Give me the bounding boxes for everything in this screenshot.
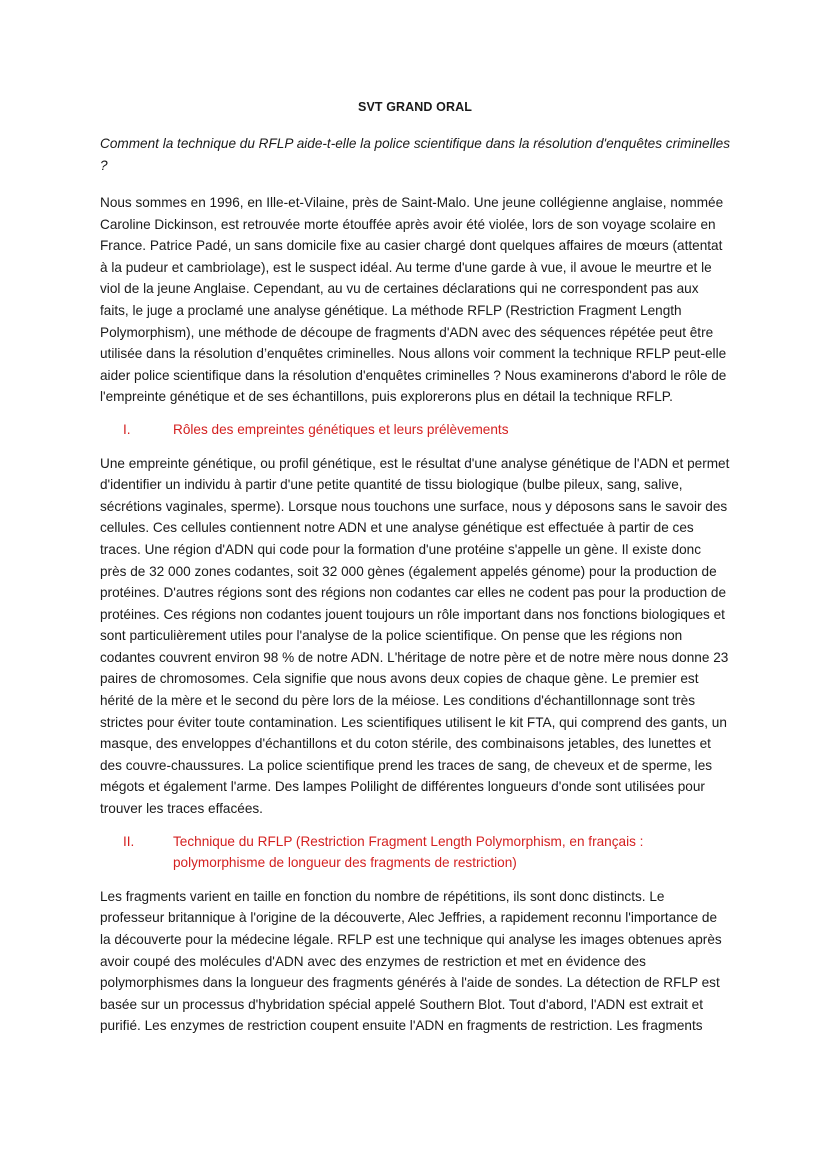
section-2-paragraph: Les fragments varient en taille en fonction du nombre de répétitions, ils sont donc distincts. Le professeur britannique à l'origine de la découverte, Alec Jeffries, a rapidement reconnu l'importance de la découverte pour la médecine légale. RFLP est une technique qui analyse les images obtenues après avoir coupé des molécules d'ADN avec des enzymes de restriction et met en évidence des polymorphismes dans la longueur des fragments générés à l'aide de sondes. La détection de RFLP est basée sur un processus d'hybridation spécial appelé Southern Blot. Tout d'abord, l'ADN est extrait et purifié. Les enzymes de restriction coupent ensuite l'ADN en fragments de restriction. Les fragments (100, 888, 722, 1034)
research-question: Comment la technique du RFLP aide-t-elle la police scientifique dans la résolution d'enquêtes criminelles ? (100, 136, 731, 173)
section-1-paragraph: Une empreinte génétique, ou profil génétique, est le résultat d'une analyse génétique de l'ADN et permet d'identifier un individu à partir d'une petite quantité de tissu biologique (bulbe pileux, sang, salive, sécrétions vaginales, sperme). Lorsque nous touchons une surface, nous y déposons sans le savoir des cellules. Ces cellules contiennent notre ADN et une analyse génétique est effectuée à partir de ces traces. Une région d'ADN qui code pour la formation d'une protéine s'appelle un gène. Il existe donc près de 32 000 zones codantes, soit 32 000 gènes (également appelés génome) pour la production de protéines. D'autres régions sont des régions non codantes car elles ne codent pas pour la production de protéines. Ces régions non codantes jouent toujours un rôle important dans nos fonctions biologiques et sont particulièrement utiles pour l'analyse de la police scientifique. On pense que les régions non codantes couvrent environ 98 % de notre ADN. L'héritage de notre père et de notre mère nous donne 23 paires de chromosomes. Cela signifie que nous avons deux copies de chaque gène. Le premier est hérité de la mère et le second du père lors de la méiose. Les conditions d'échantillonnage sont très strictes pour éviter toute contamination. Les scientifiques utilisent le kit FTA, qui comprend des gants, un masque, des enveloppes d'échantillons et du coton stérile, des combinaisons jetables, des lunettes et des couvre-chaussures. La police scientifique prend les traces de sang, de cheveux et de sperme, les mégots et également l'arme. Des lampes Polilight de différentes longueurs d'onde sont utilisées pour trouver les traces effacées. (100, 455, 730, 817)
section-2-heading (100, 831, 730, 874)
section-2-number: II. (123, 833, 135, 849)
section-1-number: I. (123, 421, 131, 437)
document-title: SVT GRAND ORAL (358, 100, 472, 114)
introduction-paragraph: Nous sommes en 1996, en Ille-et-Vilaine, près de Saint-Malo. Une jeune collégienne anglaise, nommée Caroline Dickinson, est retrouvée morte étouffée après avoir été violée, lors de son voyage scolaire en France. Patrice Padé, un sans domicile fixe au casier chargé dont quelques affaires de mœurs (attentat à la pudeur et cambriolage), est le suspect idéal. Au terme d'une garde à vue, il avoue le meurtre et le viol de la jeune Anglaise. Cependant, au vu de certaines déclarations qui ne correspondent pas aux faits, le juge a proclamé une analyse génétique. La méthode RFLP (Restriction Fragment Length Polymorphism), une méthode de découpe de fragments d'ADN avec des séquences répétée peut être utilisée dans la résolution d’enquêtes criminelles. Nous allons voir comment la technique RFLP peut-elle aider police scientifique dans la résolution d'enquêtes criminelles ? Nous examinerons d'abord le rôle de l'empreinte génétique et de ses échantillons, puis explorerons plus en détail la technique RFLP. (100, 195, 727, 405)
document-content (100, 98, 730, 1037)
section-1-title: Rôles des empreintes génétiques et leurs prélèvements (173, 421, 509, 437)
section-1-heading (100, 419, 730, 441)
section-2-title: Technique du RFLP (Restriction Fragment Length Polymorphism, en français : polymorphisme de longueur des fragments de restriction) (173, 833, 644, 871)
